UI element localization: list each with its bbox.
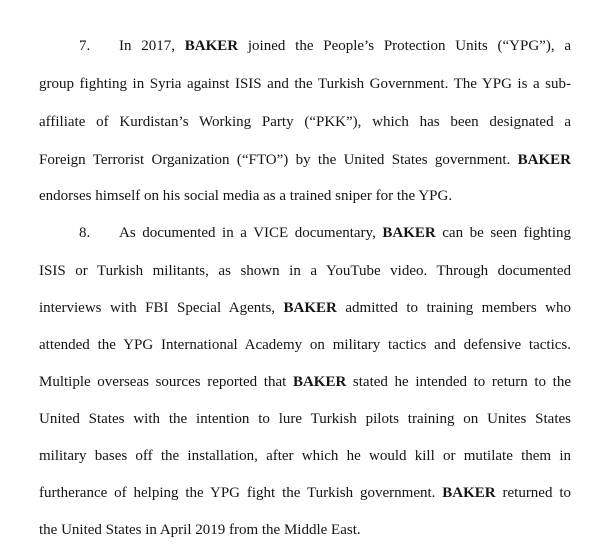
defendant-name: BAKER bbox=[382, 225, 436, 241]
defendant-name: BAKER bbox=[517, 152, 571, 168]
paragraph-line: endorses himself on his social media as a trained sniper for the YPG. bbox=[39, 188, 453, 204]
paragraph-number: 7. bbox=[79, 38, 91, 54]
line-text: As documented in a VICE documentary, BAKER can be seen fighting bbox=[119, 225, 572, 241]
defendant-name: BAKER bbox=[442, 485, 496, 501]
paragraph-line: furtherance of helping the YPG fight the Turkish government. BAKER returned to bbox=[39, 485, 572, 501]
paragraph-line: attended the YPG International Academy on military tactics and defensive tactics. bbox=[39, 337, 571, 353]
paragraph-line: Multiple overseas sources reported that BAKER stated he intended to return to the bbox=[39, 374, 571, 390]
paragraph-line: interviews with FBI Special Agents, BAKER admitted to training members who bbox=[39, 300, 571, 316]
line-text: In 2017, BAKER joined the People’s Protection Units (“YPG”), a bbox=[119, 38, 572, 54]
paragraph-line: military bases off the installation, after which he would kill or mutilate them in bbox=[39, 448, 571, 464]
paragraph-line: ISIS or Turkish militants, as shown in a YouTube video. Through documented bbox=[39, 263, 571, 279]
paragraph-line: the United States in April 2019 from the Middle East. bbox=[39, 522, 361, 538]
paragraph-line: United States with the intention to lure Turkish pilots training on Unites States bbox=[39, 411, 571, 427]
paragraph-line: group fighting in Syria against ISIS and the Turkish Government. The YPG is a sub- bbox=[39, 76, 571, 92]
paragraph-line bbox=[39, 223, 571, 243]
defendant-name: BAKER bbox=[184, 38, 239, 54]
defendant-name: BAKER bbox=[283, 300, 337, 316]
paragraph-line: affiliate of Kurdistan’s Working Party (“PKK”), which has been designated a bbox=[39, 114, 571, 130]
paragraph-number: 8. bbox=[79, 225, 91, 241]
paragraph-line: Foreign Terrorist Organization (“FTO”) by the United States government. BAKER bbox=[39, 152, 571, 168]
paragraph-line bbox=[39, 36, 571, 56]
defendant-name: BAKER bbox=[292, 374, 347, 390]
